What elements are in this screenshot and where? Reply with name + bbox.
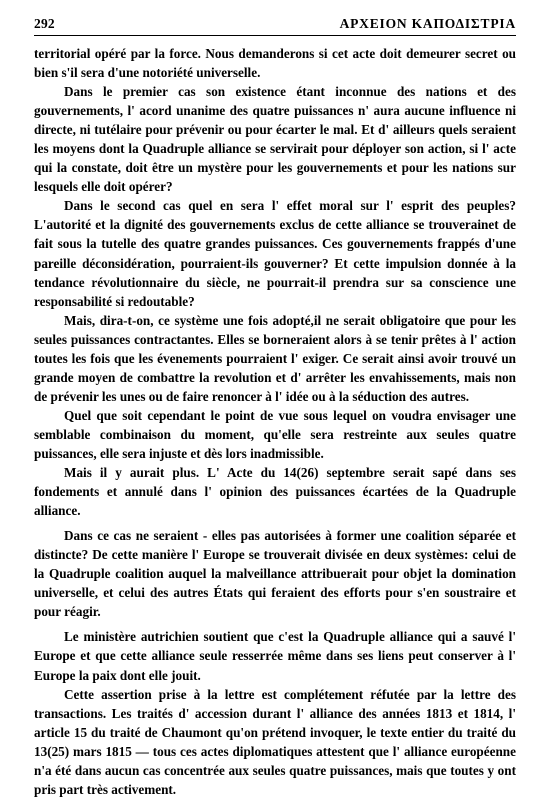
header-rule <box>34 35 516 36</box>
paragraph: Mais il y aurait plus. L' Acte du 14(26) septembre serait sapé dans ses fondements et annulé dans l' opinion des puissances écartées de la Quadruple alliance. <box>34 465 516 519</box>
paragraph: Mais, dira-t-on, ce système une fois adopté,il ne serait obligatoire que pour les seules puissances contractantes. Elles se borneraient alors à se tenir prêtes à l' action toutes les fois que les évenements pourraient l' exiger. Ce serait ainsi avoir trouvé un grande moyen de combattre la revolution et d' arrêter les envahissements, mais non de prévenir les unes ou de faire renoncer à l' idée ou à la séduction des autres. <box>34 312 516 404</box>
body-text <box>34 44 516 799</box>
paragraph: Dans le premier cas son existence étant inconnue des nations et des gouvernements, l' acord unanime des quatre puissances n' aura aucune influence ni directe, ni tutélaire pour prévenir ou pour écarter le mal. Et d' ailleurs quels seraient les moyens dont la Quadruple alliance se servirait pour déployer son action, si l' acte qui la constate, doit être un mystère pour les gouvernements et pour les nations sur lesquels elle doit opérer? <box>34 84 516 195</box>
paragraph: territorial opéré par la force. Nous demanderons si cet acte doit demeurer secret ou bien s'il sera d'une notoriété universelle. <box>34 46 516 81</box>
paragraph: Cette assertion prise à la lettre est complétement réfutée par la lettre des transactions. Les traités d' accession durant l' alliance des années 1813 et 1814, l' article 15 du traité de Chaumont qu'on prétend invoquer, le texte entier du traité du 13(25) mars 1815 — tous ces actes diplomatiques attestent que l' alliance européenne n'a été dans aucun cas concentrée aux seules quatre puissances, mais que toutes y ont pris part très activement. <box>34 686 516 797</box>
page-number: 292 <box>34 16 55 31</box>
running-title: ΑΡΧΕΙΟΝ ΚΑΠΟΔΙΣΤΡΙΑ <box>339 16 516 31</box>
paragraph: Dans ce cas ne seraient - elles pas autorisées à former une coalition séparée et distincte? De cette manière l' Europe se trouverait divisée en deux systèmes: celui de la Quadruple coalition auquel la malveillance attribuerait pour objet la domination universelle, et celui des autres États qui feraient des efforts pour s'en soustraire et pour réagir. <box>34 528 516 620</box>
paragraph: Le ministère autrichien soutient que c'est la Quadruple alliance qui a sauvé l' Europe et que cette alliance seule resserrée même dans ses liens peut conserver à l' Europe la paix dont elle jouit. <box>34 629 516 683</box>
paragraph: Quel que soit cependant le point de vue sous lequel on voudra envisager une semblable combinaison du moment, qu'elle sera restreinte aux seules quatre puissances, elle sera injuste et dès lors inadmissible. <box>34 407 516 461</box>
paragraph: Dans le second cas quel en sera l' effet moral sur l' esprit des peuples? L'autorité et la dignité des gouvernements exclus de cette alliance se trouverainet de fait sous la tutelle des quatre grandes puissances. Ces gouvernements frappés d'une pareille déconsidération, pourraient-ils gouverner? Et cette impulsion donnée à la tendance révolutionnaire du siècle, ne pourrait-il prendra sur sa conscience une responsabilité si redoutable? <box>34 198 516 309</box>
page-header <box>34 10 516 32</box>
